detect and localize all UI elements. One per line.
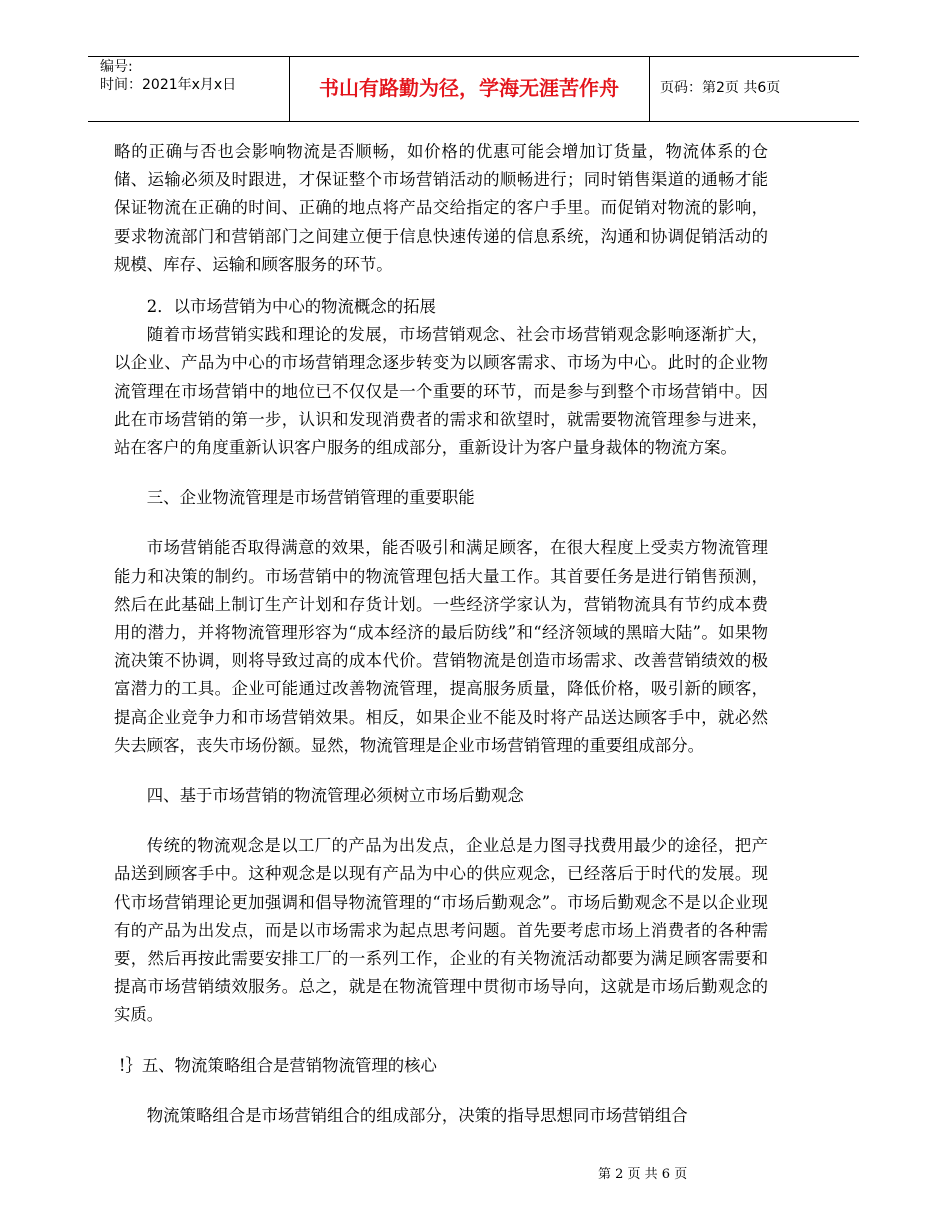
page-footer: 第 2 页 共 6 页 [598, 1167, 688, 1182]
paragraph-4: 传统的物流观念是以工厂的产品为出发点，企业总是力图寻找费用最少的途径，把产品送到顾客手中。这种观念是以现有产品为中心的供应观念，已经落后于时代的发展。现代市场营销理论更加强调和倡导物流管理的“市场后勤观念”。市场后勤观念不是以企业现有的产品为出发点，而是以市场需求为起点思考问题。首先要考虑市场上消费者的各种需要，然后再按此需要安排工厂的一系列工作，企业的有关物流活动都要为满足顾客需要和提高市场营销绩效服务。总之，就是在物流管理中贯彻市场导向，这就是市场后勤观念的实质。 [114, 836, 768, 1025]
header-meta [100, 58, 290, 94]
paragraph-5: 物流策略组合是市场营销组合的组成部分，决策的指导思想同市场营销组合 [146, 1105, 688, 1125]
document-number-label: 编号: [100, 59, 133, 75]
section-heading-3: 三、企业物流管理是市场营销管理的重要职能 [146, 488, 475, 508]
header-top-rule [88, 56, 859, 57]
paragraph-2: 随着市场营销实践和理论的发展，市场营销观念、社会市场营销观念影响逐渐扩大，以企业、产品为中心的市场营销理念逐步转变为以顾客需求、市场为中心。此时的企业物流管理在市场营销中的地位已不仅仅是一个重要的环节，而是参与到整个市场营销中。因此在市场营销的第一步，认识和发现消费者的需求和欲望时，就需要物流管理参与进来，站在客户的角度重新认识客户服务的组成部分，重新设计为客户量身裁体的物流方案。 [114, 325, 768, 458]
section-heading-5: !｝五、物流策略组合是营销物流管理的核心 [118, 1055, 437, 1075]
header-divider-right [649, 56, 650, 122]
document-time-label: 时间：2021年x月x日 [100, 77, 237, 93]
paragraph-3: 市场营销能否取得满意的效果，能否吸引和满足顾客，在很大程度上受卖方物流管理能力和决策的制约。市场营销中的物流管理包括大量工作。其首要任务是进行销售预测，然后在此基础上制订生产计划和存货计划。一些经济学家认为，营销物流具有节约成本费用的潜力，并将物流管理形容为“成本经济的最后防线”和“经济领域的黑暗大陆”。如果物流决策不协调，则将导致过高的成本代价。营销物流是创造市场需求、改善营销绩效的极富潜力的工具。企业可能通过改善物流管理，提高服务质量，降低价格，吸引新的顾客，提高企业竞争力和市场营销效果。相反，如果企业不能及时将产品送达顾客手中，就必然失去顾客，丧失市场份额。显然，物流管理是企业市场营销管理的重要组成部分。 [114, 538, 768, 755]
section-heading-4: 四、基于市场营销的物流管理必须树立市场后勤观念 [146, 786, 524, 806]
paragraph-1: 略的正确与否也会影响物流是否顺畅，如价格的优惠可能会增加订货量，物流体系的仓储、运输必须及时跟进，才保证整个市场营销活动的顺畅进行；同时销售渠道的通畅才能保证物流在正确的时间、正确的地点将产品交给指定的客户手里。而促销对物流的影响，要求物流部门和营销部门之间建立便于信息快速传递的信息系统，沟通和协调促销活动的规模、库存、运输和顾客服务的环节。 [114, 142, 768, 274]
document-body [114, 138, 768, 1130]
header-bottom-rule [88, 121, 859, 122]
header-page-info: 页码：第2页 共6页 [660, 80, 781, 96]
header-motto: 书山有路勤为径，学海无涯苦作舟 [319, 76, 619, 100]
section-heading-2: 2．以市场营销为中心的物流概念的拓展 [146, 297, 436, 317]
